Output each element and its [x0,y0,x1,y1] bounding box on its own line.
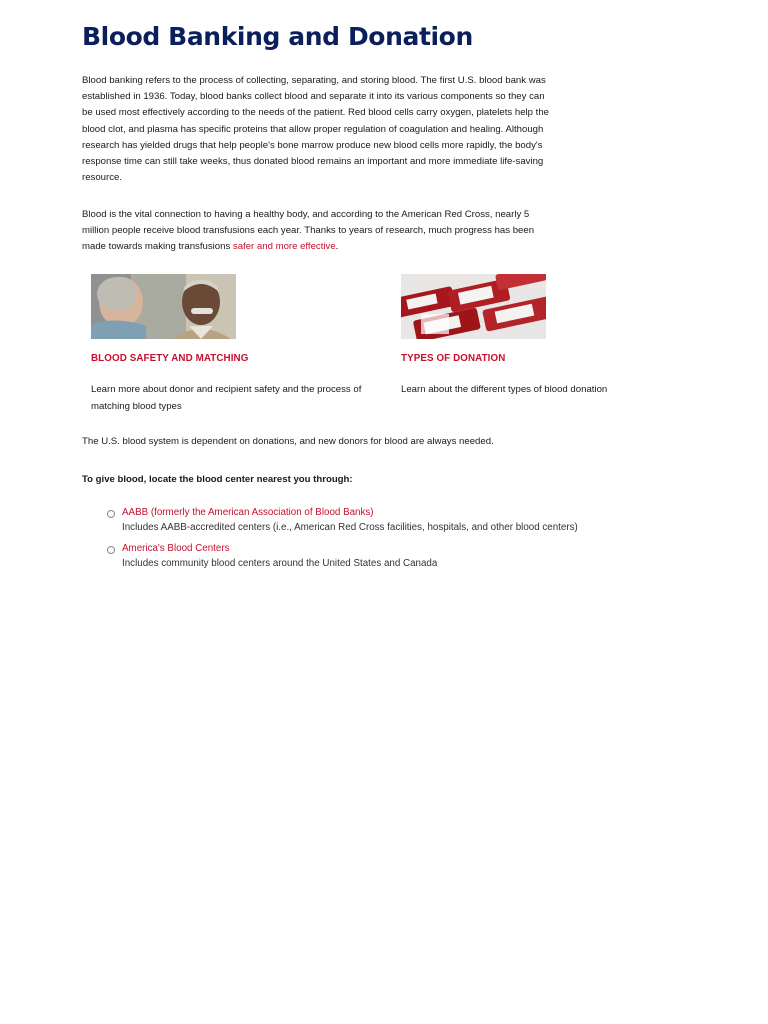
types-of-donation-link[interactable]: TYPES OF DONATION [401,353,506,364]
doctor-patient-image[interactable] [91,274,236,339]
types-of-donation-description: Learn about the different types of blood donation [401,384,608,395]
transfusion-period: . [335,241,339,253]
transfusion-text: Blood is the vital connection to having a healthy body, and according to the American Red Cross, nearly 5 million people receive blood transfusions each year. Thanks to years of research, much progress has been made towards making transfusions [82,209,535,253]
intro-paragraph: Blood banking refers to the process of collecting, separating, and storing blood. The first U.S. blood bank was established in 1936. Today, blood banks collect blood and separate it into its various components so they can be used most effectively according to the needs of the patient. Red blood cells carry oxygen, platelets help the blood clot, and plasma has specific proteins that allow proper regulation of coagulation and healing. Although research has yielded drugs that help people's bone marrow produce new blood cells more rapidly, the body's response time can still take weeks, thus donated blood remains an important and more immediate life-saving resource. [82,75,550,184]
aabb-link[interactable]: AABB (formerly the American Association of Blood Banks) [122,507,374,518]
circle-bullet-icon [107,510,115,518]
donors-paragraph: The U.S. blood system is dependent on donations, and new donors for blood are always needed. [82,436,494,447]
transfusion-paragraph [82,207,552,256]
safer-more-effective-link[interactable]: safer and more effective [232,241,336,253]
card-blood-safety [91,274,381,412]
americas-blood-centers-link[interactable]: America's Blood Centers [122,543,230,554]
blood-safety-description: Learn more about donor and recipient safety and the process of matching blood types [91,384,362,412]
blood-safety-link[interactable]: BLOOD SAFETY AND MATCHING [91,353,249,364]
page-title: Blood Banking and Donation [82,22,473,51]
aabb-description: Includes AABB-accredited centers (i.e., American Red Cross facilities, hospitals, and other blood centers) [122,522,578,533]
americas-blood-centers-description: Includes community blood centers around the United States and Canada [122,558,438,569]
card-types-of-donation [401,274,641,395]
blood-bags-image[interactable] [401,274,546,339]
locate-heading: To give blood, locate the blood center nearest you through: [82,474,353,485]
circle-bullet-icon [107,546,115,554]
